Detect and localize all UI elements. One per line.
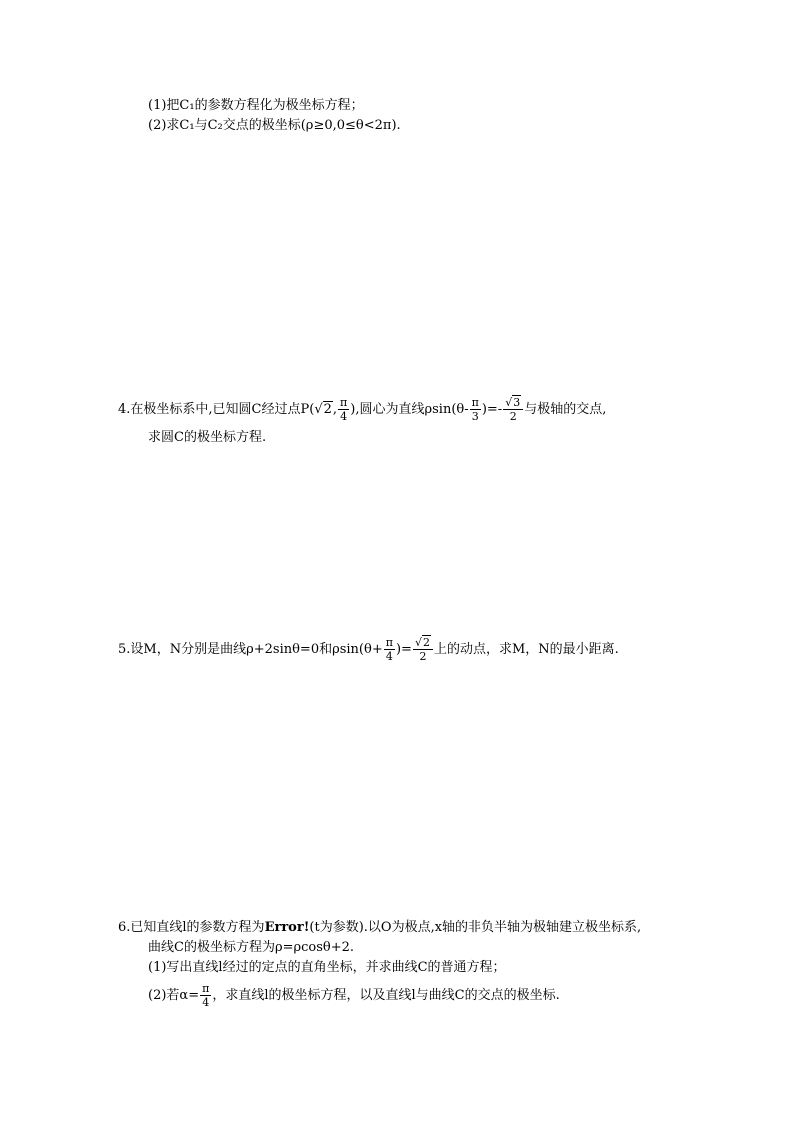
q5-fraction-2: $\frac{√2}{2}$: [413, 636, 433, 663]
q4-fraction-2: $\frac{\pi}{3}$: [471, 396, 479, 423]
sqrt-symbol: √2: [314, 402, 332, 417]
q6-fraction: $\frac{\pi}{4}$: [202, 982, 210, 1009]
q5-fraction-1: $\frac{\pi}{4}$: [385, 636, 393, 663]
q6-part2-b: ，求直线l的极坐标方程，以及直线l与曲线C的交点的极坐标.: [212, 988, 560, 1003]
q6-part2: [148, 982, 560, 1009]
error-text: Error!: [264, 920, 310, 935]
q5-prefix: 5.设M，N分别是曲线ρ+2sinθ=0和ρsin(θ+: [118, 642, 383, 657]
q4-mid2: )=-: [481, 402, 503, 417]
q5-mid: )=: [395, 642, 412, 657]
q6-line1-a: 6.已知直线l的参数方程为: [118, 920, 265, 935]
q6-line1-b: (t为参数).以O为极点,x轴的非负半轴为极轴建立极坐标系,: [309, 920, 642, 935]
q3-part2: (2)求C₁与C₂交点的极坐标(ρ≥0,0≤θ<2π).: [148, 118, 401, 133]
q5-suffix: 上的动点，求M，N的最小距离.: [433, 642, 619, 657]
q4-line2: 求圆C的极坐标方程.: [148, 430, 267, 445]
q6-part1: (1)写出直线l经过的定点的直角坐标，并求曲线C的普通方程；: [148, 960, 506, 975]
q6-line2: 曲线C的极坐标方程为ρ=ρcosθ+2.: [148, 940, 355, 955]
q4-line1: [118, 396, 606, 423]
q6-line1: [118, 918, 641, 938]
q6-part2-a: (2)若α=: [148, 988, 200, 1003]
q4-suffix: 与极轴的交点,: [524, 402, 607, 417]
q4-comma: ,: [332, 402, 338, 417]
q4-mid: ),圆心为直线ρsin(θ-: [350, 402, 469, 417]
q4-fraction-1: $\frac{\pi}{4}$: [340, 396, 348, 423]
q4-prefix: 4.在极坐标系中,已知圆C经过点P(: [118, 402, 315, 417]
q5-line1: [118, 636, 619, 663]
q3-part1: (1)把C₁的参数方程化为极坐标方程；: [148, 98, 364, 113]
q4-fraction-3: $\frac{√3}{2}$: [503, 396, 523, 423]
